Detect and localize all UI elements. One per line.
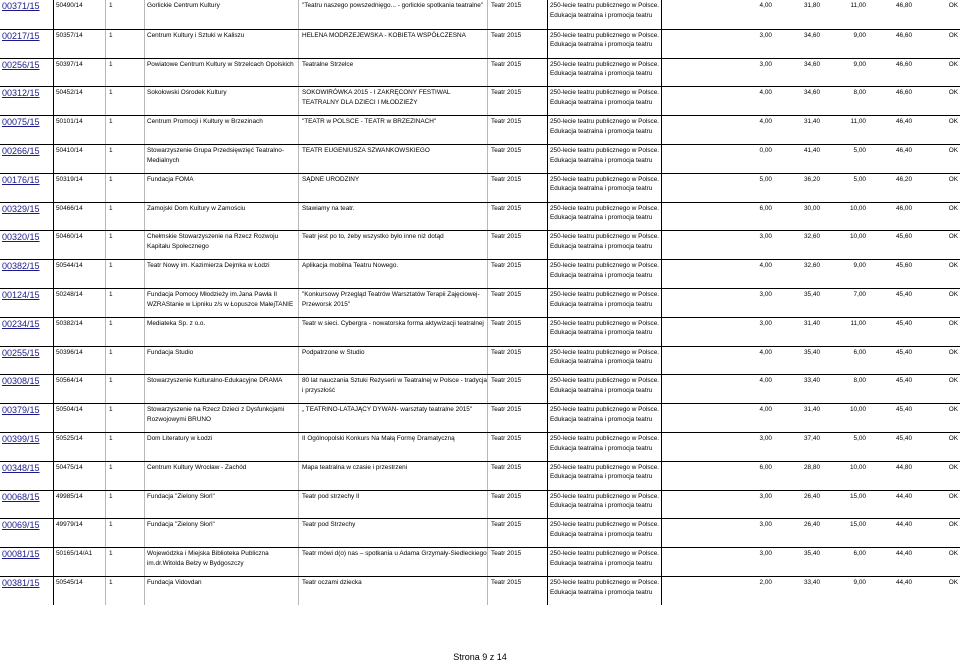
organization-name: Chełmskie Stowarzyszenie na Rzecz Rozwoju Kapitału Społecznego: [145, 231, 299, 259]
total-score: 44,40: [896, 492, 912, 500]
score-3: 11,00: [850, 319, 866, 327]
project-title: Teatr jest po to, żeby wszystko było inne niż dotąd: [299, 231, 488, 259]
count-cell: 1: [106, 59, 145, 87]
registration-number: 50248/14: [54, 289, 106, 317]
status-ok: OK: [948, 118, 958, 126]
registration-number: 50410/14: [54, 145, 106, 173]
priority-category: 250-lecie teatru publicznego w Polsce. Edukacja teatralna i promocja teatru: [547, 174, 662, 202]
score-3: 8,00: [853, 89, 866, 97]
score-2: 30,00: [804, 204, 820, 212]
application-id-link[interactable]: 00266/15: [0, 145, 54, 173]
application-id-link[interactable]: 00234/15: [0, 318, 54, 346]
project-title: TEATR EUGENIUSZA SZWANKOWSKIEGO: [299, 145, 488, 173]
application-id-link[interactable]: 00217/15: [0, 30, 54, 58]
program-name: Teatr 2015: [491, 233, 522, 241]
priority-category: 250-lecie teatru publicznego w Polsce. Edukacja teatralna i promocja teatru: [547, 519, 662, 547]
program-name: Teatr 2015: [491, 377, 522, 385]
count-cell: 1: [106, 347, 145, 375]
score-1: 3,00: [759, 492, 772, 500]
registration-number: 50504/14: [54, 404, 106, 432]
total-score: 46,60: [896, 31, 912, 39]
project-title: "TEATR w POLSCE - TEATR w BRZEZINACH": [299, 116, 488, 144]
total-score: 45,60: [896, 233, 912, 241]
score-2: 34,60: [804, 89, 820, 97]
score-2: 33,40: [804, 578, 820, 586]
registration-number: 50460/14: [54, 231, 106, 259]
program-name: Teatr 2015: [491, 406, 522, 414]
project-title: Teatr pod strzechy II: [299, 491, 488, 519]
organization-name: Centrum Kultury Wrocław - Zachód: [145, 462, 299, 490]
organization-name: Dom Literatury w Łodzi: [145, 433, 299, 461]
priority-category: 250-lecie teatru publicznego w Polsce. Edukacja teatralna i promocja teatru: [547, 404, 662, 432]
organization-name: Wojewódzka i Miejska Biblioteka Publiczna im.dr.Witolda Bełzy w Bydgoszczy: [145, 548, 299, 576]
application-id-link[interactable]: 00379/15: [0, 404, 54, 432]
priority-category: 250-lecie teatru publicznego w Polsce. Edukacja teatralna i promocja teatru: [547, 0, 662, 29]
count-cell: 1: [106, 577, 145, 605]
score-2: 34,60: [804, 60, 820, 68]
organization-name: Powiatowe Centrum Kultury w Strzelcach Opolskich: [145, 59, 299, 87]
total-score: 44,40: [896, 578, 912, 586]
program-name: Teatr 2015: [491, 550, 522, 558]
status-ok: OK: [948, 31, 958, 39]
total-score: 46,00: [896, 204, 912, 212]
project-title: „ TEATRINO-LATAJĄCY DYWAN- warsztaty teatralne 2015": [299, 404, 488, 432]
registration-number: 50319/14: [54, 174, 106, 202]
status-ok: OK: [948, 233, 958, 241]
status-ok: OK: [948, 550, 958, 558]
program-name: Teatr 2015: [491, 348, 522, 356]
priority-category: 250-lecie teatru publicznego w Polsce. Edukacja teatralna i promocja teatru: [547, 145, 662, 173]
organization-name: Mediateka Sp. z o.o.: [145, 318, 299, 346]
status-ok: OK: [948, 60, 958, 68]
status-ok: OK: [948, 146, 958, 154]
priority-category: 250-lecie teatru publicznego w Polsce. Edukacja teatralna i promocja teatru: [547, 87, 662, 115]
score-3: 9,00: [853, 31, 866, 39]
score-2: 26,40: [804, 492, 820, 500]
score-2: 33,40: [804, 377, 820, 385]
organization-name: Fundacja Pomocy Młodzieży im.Jana Pawła II WZRAStanie w Lipniku z/s w Łopuszce MałejTANIE: [145, 289, 299, 317]
registration-number: 50544/14: [54, 260, 106, 288]
application-id-link[interactable]: 00312/15: [0, 87, 54, 115]
table-row: [0, 288, 960, 317]
score-3: 5,00: [853, 175, 866, 183]
page-footer: Strona 9 z 14: [453, 652, 507, 662]
organization-name: Fundacja Vidovdan: [145, 577, 299, 605]
score-2: 35,40: [804, 290, 820, 298]
score-1: 6,00: [759, 204, 772, 212]
score-3: 6,00: [853, 550, 866, 558]
application-id-link[interactable]: 00399/15: [0, 433, 54, 461]
score-1: 4,00: [759, 377, 772, 385]
score-3: 9,00: [853, 262, 866, 270]
table-row: [0, 317, 960, 346]
status-ok: OK: [948, 463, 958, 471]
score-3: 10,00: [850, 233, 866, 241]
program-name: Teatr 2015: [491, 319, 522, 327]
table-row: [0, 173, 960, 202]
priority-category: 250-lecie teatru publicznego w Polsce. Edukacja teatralna i promocja teatru: [547, 260, 662, 288]
organization-name: Stowarzyszenie Kulturalno-Edukacyjne DRAMA: [145, 375, 299, 403]
score-3: 10,00: [850, 204, 866, 212]
total-score: 46,40: [896, 146, 912, 154]
project-title: "Teatru naszego powszednięgo... - gorlickie spotkania teatralne": [299, 0, 488, 29]
status-ok: OK: [948, 262, 958, 270]
total-score: 45,40: [896, 406, 912, 414]
registration-number: 49979/14: [54, 519, 106, 547]
project-title: II Ogólnopolski Konkurs Na Małą Formę Dramatyczną: [299, 433, 488, 461]
organization-name: Fundacja Studio: [145, 347, 299, 375]
score-2: 37,40: [804, 434, 820, 442]
score-2: 31,40: [804, 319, 820, 327]
count-cell: 1: [106, 548, 145, 576]
score-2: 35,40: [804, 348, 820, 356]
table-row: [0, 403, 960, 432]
status-ok: OK: [948, 434, 958, 442]
application-id-link[interactable]: 00256/15: [0, 59, 54, 87]
table-row: [0, 259, 960, 288]
table-row: [0, 230, 960, 259]
project-title: Teatr mówi d(o) nas – spotkania u Adama Grzymały-Siedleckiego: [299, 548, 488, 576]
priority-category: 250-lecie teatru publicznego w Polsce. Edukacja teatralna i promocja teatru: [547, 577, 662, 605]
score-3: 11,00: [850, 2, 866, 9]
priority-category: 250-lecie teatru publicznego w Polsce. Edukacja teatralna i promocja teatru: [547, 375, 662, 403]
score-3: 9,00: [853, 578, 866, 586]
priority-category: 250-lecie teatru publicznego w Polsce. Edukacja teatralna i promocja teatru: [547, 491, 662, 519]
program-name: Teatr 2015: [491, 521, 522, 529]
status-ok: OK: [948, 290, 958, 298]
score-2: 31,80: [804, 2, 820, 9]
application-id-link[interactable]: 00382/15: [0, 260, 54, 288]
program-name: Teatr 2015: [491, 463, 522, 471]
application-id-link[interactable]: 00320/15: [0, 231, 54, 259]
application-id-link[interactable]: 00068/15: [0, 491, 54, 519]
organization-name: Stowarzyszenie na Rzecz Dzieci z Dysfunkcjami Rozwojowymi BRUNO: [145, 404, 299, 432]
score-1: 4,00: [759, 348, 772, 356]
score-3: 15,00: [850, 492, 866, 500]
program-name: Teatr 2015: [491, 492, 522, 500]
registration-number: 49985/14: [54, 491, 106, 519]
table-row: [0, 518, 960, 547]
score-1: 0,00: [759, 146, 772, 154]
count-cell: 1: [106, 203, 145, 231]
application-id-link[interactable]: 00124/15: [0, 289, 54, 317]
total-score: 45,40: [896, 377, 912, 385]
total-score: 44,40: [896, 521, 912, 529]
priority-category: 250-lecie teatru publicznego w Polsce. Edukacja teatralna i promocja teatru: [547, 347, 662, 375]
total-score: 45,40: [896, 319, 912, 327]
score-2: 31,40: [804, 406, 820, 414]
organization-name: Zamojski Dom Kultury w Zamościu: [145, 203, 299, 231]
total-score: 46,60: [896, 60, 912, 68]
priority-category: 250-lecie teatru publicznego w Polsce. Edukacja teatralna i promocja teatru: [547, 30, 662, 58]
project-title: Teatr w sieci. Cybergra - nowatorska forma aktywizacji teatralnej: [299, 318, 488, 346]
program-name: Teatr 2015: [491, 31, 522, 39]
total-score: 46,40: [896, 118, 912, 126]
priority-category: 250-lecie teatru publicznego w Polsce. Edukacja teatralna i promocja teatru: [547, 231, 662, 259]
registration-number: 50452/14: [54, 87, 106, 115]
project-title: SOKOWIRÓWKA 2015 - I ZAKRĘCONY FESTIWAL TEATRALNY DLA DZIECI I MŁODZIEŻY: [299, 87, 488, 115]
score-1: 4,00: [759, 2, 772, 9]
count-cell: 1: [106, 433, 145, 461]
project-title: Teatr pod Strzechy: [299, 519, 488, 547]
registration-number: 50466/14: [54, 203, 106, 231]
organization-name: Gorlickie Centrum Kultury: [145, 0, 299, 29]
score-2: 35,40: [804, 550, 820, 558]
table-row: [0, 490, 960, 519]
count-cell: 1: [106, 289, 145, 317]
score-1: 3,00: [759, 290, 772, 298]
total-score: 45,40: [896, 348, 912, 356]
score-1: 4,00: [759, 406, 772, 414]
application-id-link[interactable]: 00329/15: [0, 203, 54, 231]
program-name: Teatr 2015: [491, 290, 522, 298]
table-row: [0, 576, 960, 605]
project-title: Teatralne Strzelce: [299, 59, 488, 87]
registration-number: 50382/14: [54, 318, 106, 346]
score-1: 4,00: [759, 118, 772, 126]
program-name: Teatr 2015: [491, 2, 522, 9]
count-cell: 1: [106, 87, 145, 115]
score-3: 5,00: [853, 146, 866, 154]
application-id-link[interactable]: 00069/15: [0, 519, 54, 547]
organization-name: Fundacja FOMA: [145, 174, 299, 202]
priority-category: 250-lecie teatru publicznego w Polsce. Edukacja teatralna i promocja teatru: [547, 116, 662, 144]
registration-number: 50101/14: [54, 116, 106, 144]
program-name: Teatr 2015: [491, 89, 522, 97]
score-2: 34,60: [804, 31, 820, 39]
application-id-link[interactable]: 00255/15: [0, 347, 54, 375]
total-score: 45,60: [896, 262, 912, 270]
status-ok: OK: [948, 89, 958, 97]
count-cell: 1: [106, 260, 145, 288]
table-row: [0, 461, 960, 490]
application-id-link[interactable]: 00075/15: [0, 116, 54, 144]
score-1: 3,00: [759, 434, 772, 442]
project-title: 80 lat nauczania Sztuki Reżyserii w Teatralnej w Polsce - tradycja i przyszłość: [299, 375, 488, 403]
table-row: [0, 144, 960, 173]
score-2: 32,60: [804, 233, 820, 241]
score-1: 2,00: [759, 578, 772, 586]
score-1: 3,00: [759, 319, 772, 327]
registration-number: 50397/14: [54, 59, 106, 87]
score-2: 32,60: [804, 262, 820, 270]
score-3: 5,00: [853, 434, 866, 442]
table-row: [0, 0, 960, 29]
total-score: 45,40: [896, 290, 912, 298]
count-cell: 1: [106, 404, 145, 432]
count-cell: 1: [106, 231, 145, 259]
application-id-link[interactable]: 00348/15: [0, 462, 54, 490]
program-name: Teatr 2015: [491, 204, 522, 212]
score-3: 15,00: [850, 521, 866, 529]
status-ok: OK: [948, 204, 958, 212]
count-cell: 1: [106, 318, 145, 346]
score-3: 9,00: [853, 60, 866, 68]
score-1: 5,00: [759, 175, 772, 183]
registration-number: 50525/14: [54, 433, 106, 461]
score-3: 7,00: [853, 290, 866, 298]
registration-number: 50357/14: [54, 30, 106, 58]
organization-name: Teatr Nowy im. Kazimierza Dejmka w Łodzi: [145, 260, 299, 288]
organization-name: Sokołowski Ośrodek Kultury: [145, 87, 299, 115]
project-title: Podpatrzone w Studio: [299, 347, 488, 375]
priority-category: 250-lecie teatru publicznego w Polsce. Edukacja teatralna i promocja teatru: [547, 462, 662, 490]
status-ok: OK: [948, 348, 958, 356]
status-ok: OK: [948, 406, 958, 414]
registration-number: 50545/14: [54, 577, 106, 605]
organization-name: Fundacja "Zielony Słoń": [145, 519, 299, 547]
organization-name: Centrum Kultury i Sztuki w Kaliszu: [145, 30, 299, 58]
count-cell: 1: [106, 116, 145, 144]
count-cell: 1: [106, 0, 145, 29]
project-title: HELENA MODRZEJEWSKA - KOBIETA WSPÓŁCZESNA: [299, 30, 488, 58]
score-2: 31,40: [804, 118, 820, 126]
score-1: 3,00: [759, 31, 772, 39]
score-3: 10,00: [850, 463, 866, 471]
score-3: 10,00: [850, 406, 866, 414]
organization-name: Centrum Promocji i Kultury w Brzezinach: [145, 116, 299, 144]
registration-number: 50475/14: [54, 462, 106, 490]
count-cell: 1: [106, 491, 145, 519]
project-title: Stawiamy na teatr.: [299, 203, 488, 231]
score-1: 6,00: [759, 463, 772, 471]
count-cell: 1: [106, 375, 145, 403]
priority-category: 250-lecie teatru publicznego w Polsce. Edukacja teatralna i promocja teatru: [547, 289, 662, 317]
priority-category: 250-lecie teatru publicznego w Polsce. Edukacja teatralna i promocja teatru: [547, 59, 662, 87]
priority-category: 250-lecie teatru publicznego w Polsce. Edukacja teatralna i promocja teatru: [547, 433, 662, 461]
table-row: [0, 374, 960, 403]
total-score: 46,20: [896, 175, 912, 183]
table-row: [0, 58, 960, 87]
score-1: 3,00: [759, 521, 772, 529]
score-2: 36,20: [804, 175, 820, 183]
status-ok: OK: [948, 521, 958, 529]
registration-number: 50165/14/A1: [54, 548, 106, 576]
status-ok: OK: [948, 319, 958, 327]
count-cell: 1: [106, 30, 145, 58]
application-id-link[interactable]: 00308/15: [0, 375, 54, 403]
registration-number: 50564/14: [54, 375, 106, 403]
score-1: 4,00: [759, 89, 772, 97]
status-ok: OK: [948, 175, 958, 183]
project-title: Teatr oczami dziecka: [299, 577, 488, 605]
score-1: 3,00: [759, 60, 772, 68]
score-1: 4,00: [759, 262, 772, 270]
organization-name: Stowarzyszenie Grupa Przedsięwzięć Teatralno-Medialnych: [145, 145, 299, 173]
count-cell: 1: [106, 145, 145, 173]
count-cell: 1: [106, 174, 145, 202]
table-row: [0, 29, 960, 58]
project-title: SĄDNE URODZINY: [299, 174, 488, 202]
score-2: 41,40: [804, 146, 820, 154]
program-name: Teatr 2015: [491, 434, 522, 442]
priority-category: 250-lecie teatru publicznego w Polsce. Edukacja teatralna i promocja teatru: [547, 203, 662, 231]
application-id-link[interactable]: 00081/15: [0, 548, 54, 576]
program-name: Teatr 2015: [491, 578, 522, 586]
program-name: Teatr 2015: [491, 60, 522, 68]
total-score: 46,60: [896, 89, 912, 97]
table-row: [0, 547, 960, 576]
count-cell: 1: [106, 519, 145, 547]
score-3: 11,00: [850, 118, 866, 126]
registration-number: 50396/14: [54, 347, 106, 375]
program-name: Teatr 2015: [491, 146, 522, 154]
application-id-link[interactable]: 00381/15: [0, 577, 54, 605]
registration-number: 50490/14: [54, 0, 106, 29]
table-row: [0, 202, 960, 231]
score-1: 3,00: [759, 550, 772, 558]
organization-name: Fundacja "Zielony Słoń": [145, 491, 299, 519]
program-name: Teatr 2015: [491, 118, 522, 126]
table-row: [0, 115, 960, 144]
table-row: [0, 346, 960, 375]
project-title: Mapa teatralna w czasie i przestrzeni: [299, 462, 488, 490]
score-2: 26,40: [804, 521, 820, 529]
table-row: [0, 86, 960, 115]
status-ok: OK: [948, 377, 958, 385]
total-score: 44,80: [896, 463, 912, 471]
count-cell: 1: [106, 462, 145, 490]
application-id-link[interactable]: 00371/15: [0, 0, 54, 29]
total-score: 45,40: [896, 434, 912, 442]
application-id-link[interactable]: 00176/15: [0, 174, 54, 202]
status-ok: OK: [948, 578, 958, 586]
priority-category: 250-lecie teatru publicznego w Polsce. Edukacja teatralna i promocja teatru: [547, 318, 662, 346]
status-ok: OK: [948, 2, 958, 9]
program-name: Teatr 2015: [491, 175, 522, 183]
program-name: Teatr 2015: [491, 262, 522, 270]
score-3: 6,00: [853, 348, 866, 356]
total-score: 44,40: [896, 550, 912, 558]
priority-category: 250-lecie teatru publicznego w Polsce. Edukacja teatralna i promocja teatru: [547, 548, 662, 576]
score-3: 8,00: [853, 377, 866, 385]
score-1: 3,00: [759, 233, 772, 241]
status-ok: OK: [948, 492, 958, 500]
score-2: 28,80: [804, 463, 820, 471]
total-score: 46,80: [896, 2, 912, 9]
project-title: "Konkursowy Przegląd Teatrów Warsztatów Terapii Zajęciowej-Przeworsk 2015": [299, 289, 488, 317]
table-row: [0, 432, 960, 461]
project-title: Aplikacja mobilna Teatru Nowego.: [299, 260, 488, 288]
